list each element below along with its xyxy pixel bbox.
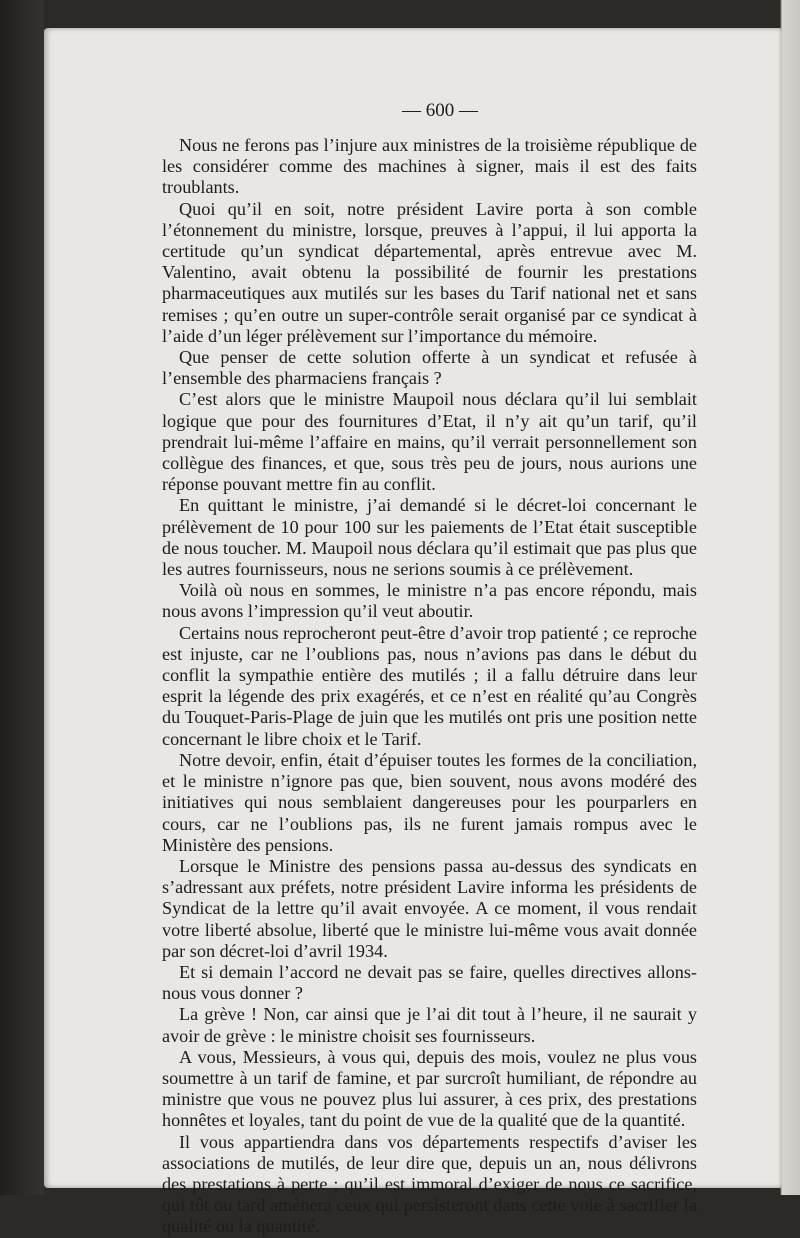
paragraph: Lorsque le Ministre des pensions passa au-dessus des syndicats en s’adressant aux préfets, notre président Lavire informa les présidents de Syndicat de la lettre qu’il avait envoyée. A ce moment, il vous rendait votre liberté absolue, liberté que le ministre lui-même vous avait donnée par son décret-loi d’avril 1934. (162, 855, 697, 961)
paragraph: Il vous appartiendra dans vos départements respectifs d’aviser les associations de mutilés, de leur dire que, depuis un an, nous délivrons des prestations à perte ; qu’il est immoral d’exiger de nous ce sacrifice, qui tôt ou tard amènera ceux qui persisteront dans cette voie à sacrifier la qualité ou la quantité. (162, 1131, 697, 1237)
paragraph: La grève ! Non, car ainsi que je l’ai dit tout à l’heure, il ne saurait y avoir de grève : le ministre choisit ses fournisseurs. (162, 1004, 697, 1046)
paragraph: Notre devoir, enfin, était d’épuiser toutes les formes de la conciliation, et le ministre n’ignore pas que, bien souvent, nous avons modéré des initiatives qui nous semblaient dangereuses pour les pourparlers en cours, car ne l’oublions pas, ils ne furent jamais rompus avec le Ministère des pensions. (162, 749, 697, 855)
paragraph: A vous, Messieurs, à vous qui, depuis des mois, voulez ne plus vous soumettre à un tarif de famine, et par surcroît humiliant, de répondre au ministre que vous ne pouvez plus lui assurer, à ces prix, des prestations honnêtes et loyales, tant du point de vue de la qualité que de la quantité. (162, 1046, 697, 1131)
paragraph: Voilà où nous en sommes, le ministre n’a pas encore répondu, mais nous avons l’impression qu’il veut aboutir. (162, 580, 697, 622)
paragraph: Quoi qu’il en soit, notre président Lavire porta à son comble l’étonnement du ministre, lorsque, preuves à l’appui, il lui apporta la certitude qu’un syndicat départemental, après entrevue avec M. Valentino, avait obtenu la possibilité de fournir les prestations pharmaceutiques aux mutilés sur les bases du Tarif national net et sans remises ; qu’en outre un super-contrôle serait organisé par ce syndicat à l’aide d’un léger prélèvement sur l’importance du mémoire. (162, 198, 697, 346)
body-text (162, 135, 697, 1238)
paragraph: Que penser de cette solution offerte à un syndicat et refusée à l’ensemble des pharmaciens français ? (162, 347, 697, 389)
book-spine (0, 0, 44, 1195)
paragraph: Nous ne ferons pas l’injure aux ministres de la troisième république de les considérer comme des machines à signer, mais il est des faits troublants. (162, 135, 697, 198)
paragraph: C’est alors que le ministre Maupoil nous déclara qu’il lui semblait logique que pour des fournitures d’Etat, il n’y ait qu’un tarif, qu’il prendrait lui-même l’affaire en mains, qu’il verrait personnellement son collègue des finances, et que, sous très peu de jours, nous aurions une réponse pouvant mettre fin au conflit. (162, 389, 697, 495)
paragraph: Certains nous reprocheront peut-être d’avoir trop patienté ; ce reproche est injuste, car ne l’oublions pas, nous n’avions pas dans le début du conflit la sympathie entière des mutilés ; il a fallu détruire dans leur esprit la légende des prix exagérés, et ce n’est en réalité qu’au Congrès du Touquet-Paris-Plage de juin que les mutilés ont pris une position nette concernant le libre choix et le Tarif. (162, 622, 697, 749)
page-number: — 600 — (402, 100, 478, 121)
paragraph: Et si demain l’accord ne devait pas se faire, quelles directives allons-nous vous donner ? (162, 961, 697, 1004)
paragraph: En quittant le ministre, j’ai demandé si le décret-loi concernant le prélèvement de 10 pour 100 sur les paiements de l’Etat était susceptible de nous toucher. M. Maupoil nous déclara qu’il estimait que pas plus que les autres fournisseurs, nous ne serions soumis à ce prélèvement. (162, 495, 697, 580)
